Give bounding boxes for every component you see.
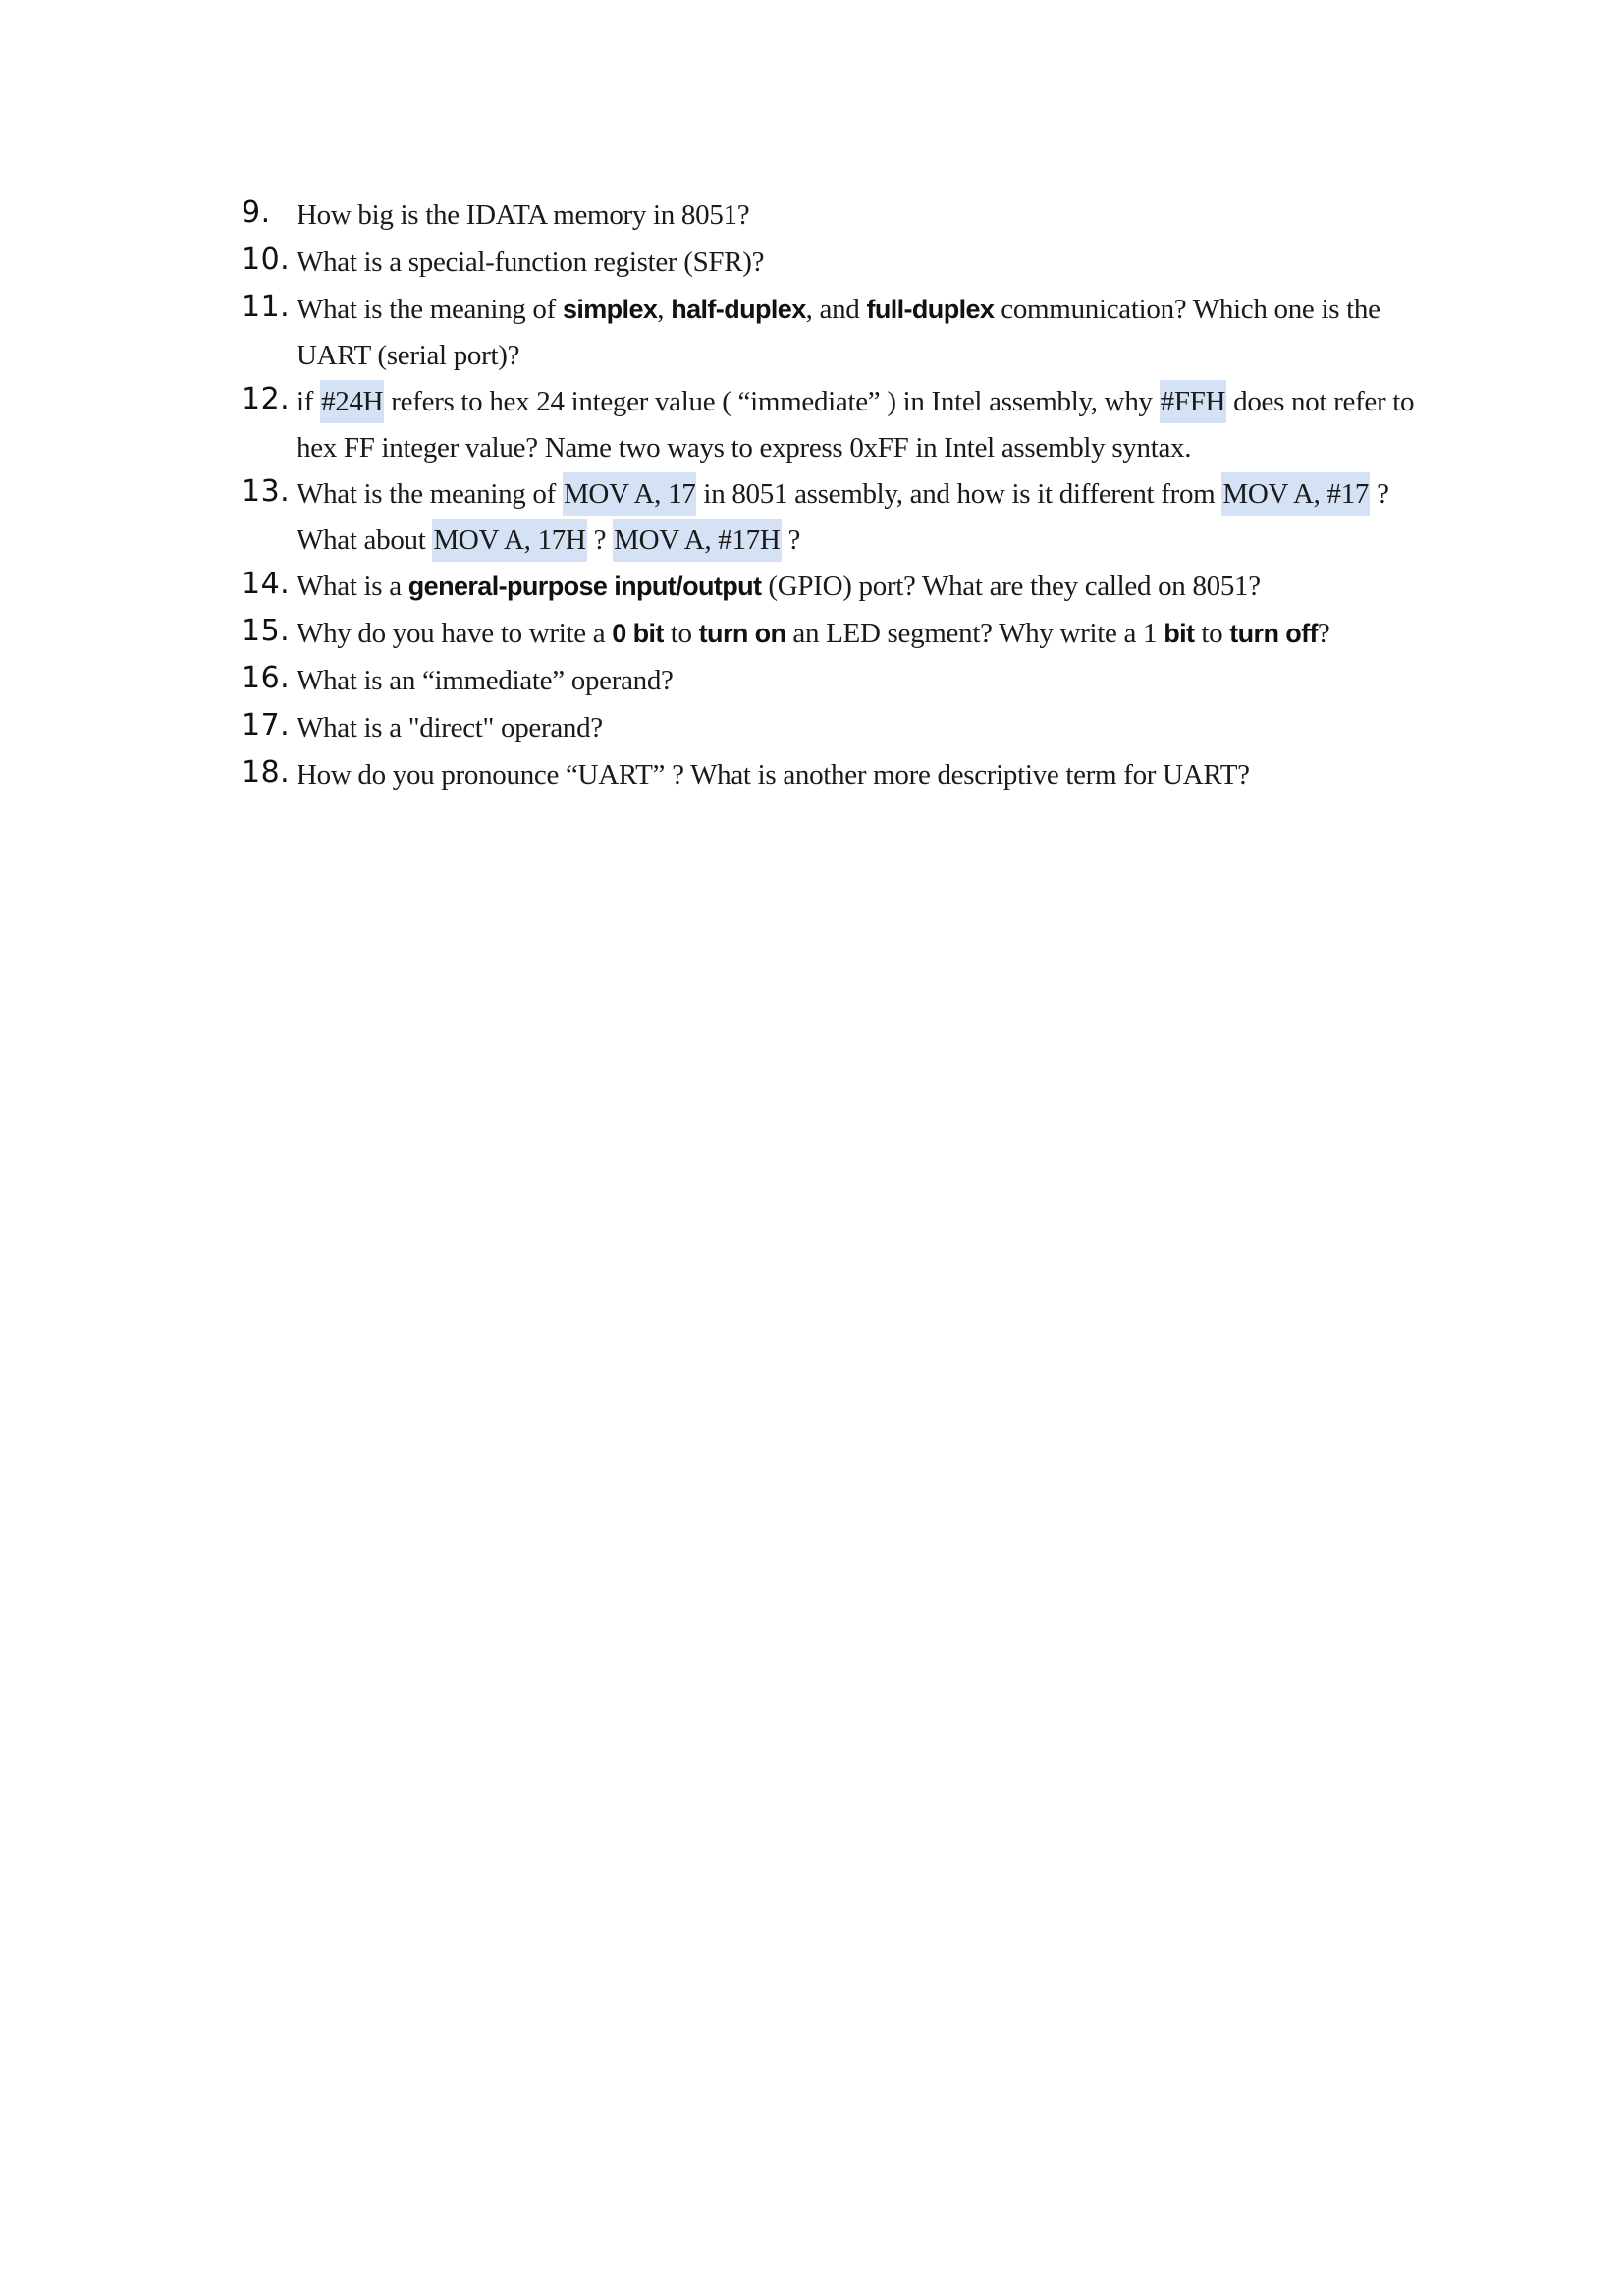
question-text-segment: in 8051 assembly, and how is it different from (696, 478, 1222, 510)
question-text-segment: if (297, 386, 321, 417)
question-text (297, 380, 1414, 464)
question-text-segment: (GPIO) port? What are they called on 8051? (761, 571, 1261, 602)
question-text-segment: ? (586, 524, 614, 556)
question-item (242, 611, 1449, 658)
question-text (297, 246, 764, 278)
question-number: 10. (242, 243, 291, 277)
question-text (297, 665, 674, 696)
question-text-segment: , (657, 294, 672, 325)
question-item (242, 287, 1449, 379)
question-text-segment: , and (805, 294, 867, 325)
highlighted-code: MOV A, #17H (613, 519, 781, 562)
question-text-segment: refers to hex 24 integer value ( “immediate” ) in Intel assembly, why (384, 386, 1160, 417)
bold-term: half-duplex (671, 295, 806, 324)
question-number: 9. (242, 195, 271, 230)
question-number: 15. (242, 614, 291, 648)
bold-term: bit (1164, 619, 1195, 648)
question-text-segment: ? What about (297, 478, 1389, 556)
question-text-segment: What is a special-function register (SFR)? (297, 246, 765, 278)
question-item (242, 379, 1449, 471)
bold-term: full-duplex (866, 295, 995, 324)
question-item (242, 705, 1449, 752)
question-text (297, 199, 749, 231)
question-item (242, 564, 1449, 611)
question-number: 14. (242, 567, 291, 601)
question-text-segment: What is the meaning of (297, 478, 563, 510)
question-text-segment: What is a (297, 571, 408, 602)
question-text-segment: an LED segment? Why write a 1 (785, 618, 1164, 649)
question-number: 13. (242, 474, 291, 509)
question-text-segment: to (663, 618, 699, 649)
question-text-segment: What is a "direct" operand? (297, 712, 603, 743)
question-text-segment: What is the meaning of (297, 294, 563, 325)
question-text-segment: communication? Which one is the UART (serial port)? (297, 294, 1380, 371)
question-item (242, 471, 1449, 564)
question-text (297, 294, 1380, 371)
question-text-segment: How do you pronounce “UART” ? What is another more descriptive term for UART? (297, 759, 1250, 791)
bold-term: turn on (698, 619, 786, 648)
bold-term: turn off (1229, 619, 1318, 648)
question-number: 17. (242, 708, 291, 742)
question-text-segment: ? (781, 524, 801, 556)
question-text-segment: to (1194, 618, 1230, 649)
question-text (297, 759, 1250, 791)
question-text (297, 618, 1330, 649)
question-number: 12. (242, 382, 291, 416)
highlighted-code: MOV A, #17 (1221, 472, 1370, 516)
question-text (297, 571, 1261, 602)
question-text-segment: What is an “immediate” operand? (297, 665, 674, 696)
bold-term: simplex (562, 295, 658, 324)
question-text-segment: ? (1317, 618, 1330, 649)
question-number: 11. (242, 290, 291, 324)
question-item (242, 752, 1449, 799)
question-item (242, 192, 1449, 240)
question-text-segment: Why do you have to write a (297, 618, 613, 649)
highlighted-code: MOV A, 17H (432, 519, 586, 562)
highlighted-code: MOV A, 17 (563, 472, 697, 516)
question-item (242, 658, 1449, 705)
question-number: 16. (242, 661, 291, 695)
question-text (297, 472, 1389, 562)
question-text (297, 712, 603, 743)
question-item (242, 240, 1449, 287)
question-number: 18. (242, 755, 291, 790)
highlighted-code: #24H (320, 380, 384, 423)
question-list (242, 192, 1449, 799)
question-text-segment: How big is the IDATA memory in 8051? (297, 199, 750, 231)
question-text-segment: does not refer to hex FF integer value? Name two ways to express 0xFF in Intel assembly syntax. (297, 386, 1415, 464)
bold-term: 0 bit (612, 619, 664, 648)
highlighted-code: #FFH (1160, 380, 1227, 423)
bold-term: general-purpose input/output (407, 572, 762, 601)
